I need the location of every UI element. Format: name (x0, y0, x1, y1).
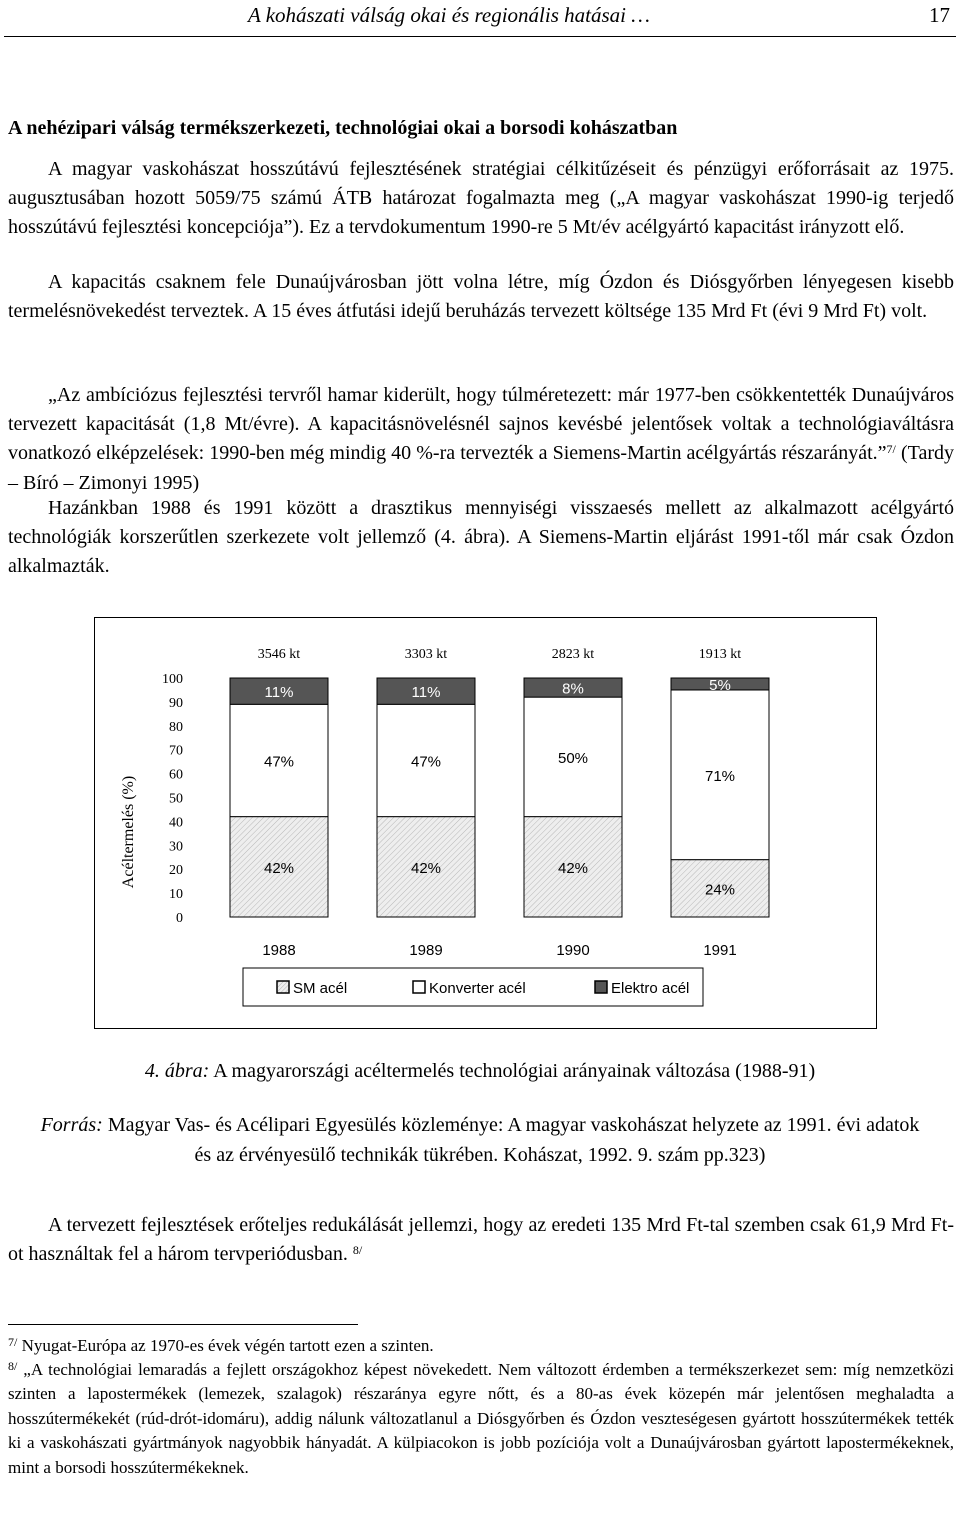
y-tick-label: 0 (176, 911, 183, 926)
data-label: 8% (562, 680, 584, 698)
stacked-bar-chart (95, 618, 876, 1028)
y-tick-label: 100 (162, 672, 183, 687)
paragraph-3 (8, 381, 954, 498)
data-label: 71% (704, 767, 736, 785)
y-tick-label: 20 (169, 863, 183, 879)
data-label: 5% (709, 676, 731, 694)
figure-text: A magyarországi acéltermelés technológiai arányainak változása (1988-91) (209, 1060, 816, 1082)
citation: (Tardy – Bíró – Zimonyi 1995) (8, 442, 954, 494)
legend-label: Elektro acél (611, 980, 690, 997)
paragraph-4: Hazánkban 1988 és 1991 között a drasztikus mennyiségi visszaesés mellett az alkalmazott acélgyártó technológiák korszerűtlen szerkezete volt jellemző (4. ábra). A Siemens-Martin eljárást 1991-től már csak Ózdon alkalmazták. (8, 497, 954, 578)
bar-total-label: 2823 kt (551, 647, 595, 662)
bar-total-label: 3546 kt (257, 647, 301, 662)
y-tick-label: 90 (169, 695, 183, 711)
section-title: A nehézipari válság termékszerkezeti, technológiai okai a borsodi kohászatban (8, 117, 678, 139)
data-label: 42% (263, 859, 295, 877)
y-tick-label: 40 (169, 815, 183, 831)
data-label: 11% (264, 684, 294, 702)
x-tick-label: 1989 (409, 942, 443, 959)
paragraph-5 (8, 1211, 954, 1269)
paragraph-5-text: A tervezett fejlesztések erőteljes redukálását jellemzi, hogy az eredeti 135 Mrd Ft-tal szemben csak 61,9 Mrd Ft-ot használtak fel a három tervperiódusban. (8, 1214, 954, 1266)
figure-label: 4. ábra: (144, 1060, 210, 1082)
figure-caption (40, 1057, 920, 1087)
y-tick-label: 30 (169, 839, 183, 855)
y-tick-label: 60 (169, 767, 183, 783)
page-number: 17 (929, 3, 950, 27)
data-label: 24% (704, 881, 736, 899)
data-label: 42% (410, 859, 442, 877)
data-label: 47% (410, 753, 442, 771)
paragraph-2: A kapacitás csaknem fele Dunaújvárosban jött volna létre, míg Ózdon és Diósgyőrben lényegesen kisebb termelésnövekedést terveztek. A 15 éves átfutási idejű beruházás tervezett költsége 135 Mrd Ft (évi 9 Mrd Ft) volt. (8, 271, 954, 323)
footnote-rule (8, 1324, 358, 1325)
legend-swatch (413, 981, 425, 993)
legend-label: Konverter acél (429, 980, 526, 997)
chart-frame (94, 617, 877, 1029)
data-label: 11% (411, 684, 441, 702)
x-tick-label: 1990 (556, 942, 590, 959)
legend-swatch (277, 981, 289, 993)
y-tick-label: 80 (169, 719, 183, 735)
x-tick-label: 1988 (262, 942, 296, 959)
figure-source (40, 1111, 920, 1170)
bar-total-label: 1913 kt (698, 647, 742, 662)
running-header (4, 0, 956, 37)
data-label: 50% (557, 749, 589, 767)
y-tick-label: 70 (169, 743, 183, 759)
footnote-7 (8, 1334, 954, 1358)
data-label: 42% (557, 859, 589, 877)
legend-label: SM acél (293, 980, 348, 997)
footnote-text: Nyugat-Európa az 1970-es évek végén tartott ezen a szinten. (17, 1336, 434, 1355)
legend-swatch (595, 981, 607, 993)
y-tick-label: 50 (169, 791, 183, 807)
paragraph-1: A magyar vaskohászat hosszútávú fejlesztésének stratégiai célkitűzéseit és pénzügyi erőforrásait az 1975. augusztusában hozott 5059/75 számú ÁTB határozat fogalmazta meg („A magyar vaskohászat 1990-ig terjedő hosszútávú fejlesztési koncepciója”). Ez a tervdokumentum 1990-re 5 Mt/év acélgyártó kapacitást irányzott elő. (8, 158, 954, 239)
footnote-ref-7: 7/ (886, 442, 896, 457)
y-axis-label: Acéltermelés (%) (120, 775, 137, 889)
bar-total-label: 3303 kt (404, 647, 448, 662)
footnote-8 (8, 1358, 954, 1480)
x-tick-label: 1991 (703, 942, 737, 959)
footnote-mark: 8/ (8, 1359, 18, 1373)
footnote-ref-8: 8/ (352, 1243, 363, 1258)
footnote-text: „A technológiai lemaradás a fejlett országokhoz képest növekedett. Nem változott érdemben a termékszerkezet sem: míg nemzetközi szinten a lapostermékek (lemezek, szalagok) részaránya egyre nőtt, és a 80-as évek közepén már jelentősen meghaladta a hosszútermékekét (rúd-drót-idomáru), addig nálunk változatlanul a Diósgyőrben és Ózdon veszteségesen gyártott hosszútermékek tették ki a vaskohászati gyártmányok nagyobbik hányadát. A külpiacokon is jobb pozíciója volt a Dunaújvárosban gyártott lapostermékeknek, mint a borsodi hosszútermékeknek. (8, 1360, 954, 1477)
y-tick-label: 10 (169, 887, 183, 903)
quote-text: „Az ambíciózus fejlesztési tervről hamar kiderült, hogy túlméretezett: már 1977-ben csökkentették Dunaújváros tervezett kapacitását (1,8 Mt/évre). A kapacitásnövelésnél sajnos kevésbé jelentősek voltak a technológiaváltásra vonatkozó elképzelések: 1990-ben még mindig 40 %-ra tervezték a Siemens-Martin acélgyártás részarányát.” (8, 384, 954, 465)
running-title: A kohászati válság okai és regionális hatásai … (248, 3, 650, 27)
source-label: Forrás: (40, 1114, 103, 1136)
source-text: Magyar Vas- és Acélipari Egyesülés közleménye: A magyar vaskohászat helyzete az 1991. évi adatok és az érvényesülő technikák tükrében. Kohászat, 1992. 9. szám pp.323) (102, 1114, 920, 1166)
data-label: 47% (263, 753, 295, 771)
footnote-mark: 7/ (8, 1335, 18, 1349)
